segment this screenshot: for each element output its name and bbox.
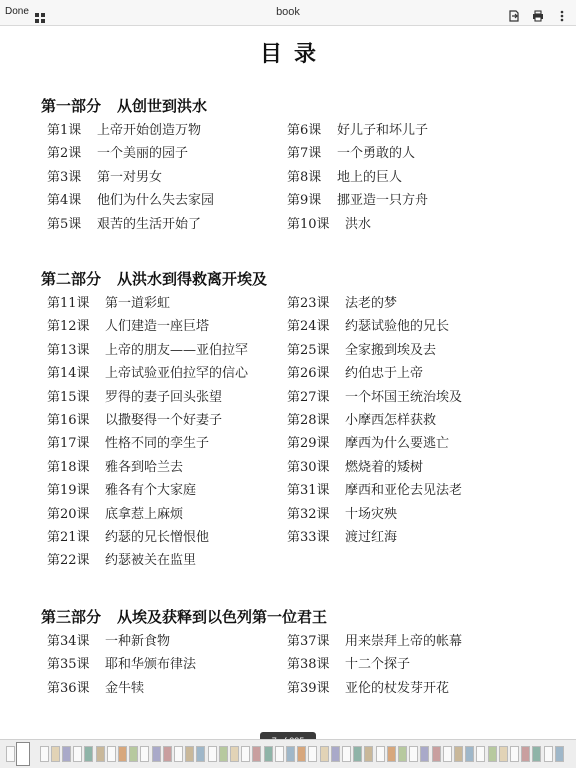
lesson-title: 底拿惹上麻烦 [105,506,184,522]
lesson-title: 挪亚造一只方舟 [337,193,429,209]
lesson-number: 第16课 [47,413,90,428]
page-thumbnail[interactable] [96,746,105,762]
section-title: 从埃及获释到以色列第一位君王 [117,608,328,626]
lesson-title: 洪水 [345,216,372,232]
lesson-title: 以撒娶得一个好妻子 [105,413,223,428]
toc-entry[interactable] [287,364,424,384]
page-thumbnail[interactable] [286,746,295,762]
lesson-number: 第8课 [287,169,322,185]
done-button[interactable]: Done [5,6,29,17]
toc-entry[interactable] [287,505,398,525]
lesson-title: 雅各到哈兰去 [105,459,184,475]
lesson-number: 第13课 [47,342,90,358]
page-thumbnail[interactable] [73,746,82,762]
lesson-title: 燃烧着的矮树 [345,459,424,475]
toc-entry[interactable] [287,388,463,408]
toc-entry[interactable] [47,551,197,571]
lesson-title: 全家搬到埃及去 [345,342,437,358]
lesson-number: 第28课 [287,413,330,428]
toc-entry[interactable] [47,168,163,188]
lesson-title: 艰苦的生活开始了 [97,216,202,232]
page-thumbnail[interactable] [264,746,273,762]
page-thumbnail[interactable] [342,746,351,762]
section-title: 从洪水到得救离开埃及 [117,270,268,288]
page-thumbnail[interactable] [107,746,116,762]
lesson-number: 第38课 [287,657,330,673]
lesson-number: 第20课 [47,506,90,522]
page-thumbnail[interactable] [465,746,474,762]
section-heading [41,95,207,116]
lesson-number: 第24课 [287,319,330,335]
lesson-title: 一种新食物 [105,634,171,649]
lesson-title: 耶和华颁布律法 [105,657,197,673]
grid-view-icon[interactable] [35,8,45,18]
toc-entry[interactable] [47,341,249,361]
page-thumbnail[interactable] [521,746,530,762]
lesson-title: 金牛犊 [105,680,145,696]
toc-entry[interactable] [287,317,450,337]
page-thumbnail[interactable] [376,746,385,762]
page-thumbnail[interactable] [331,746,340,762]
toc-entry[interactable] [47,528,210,548]
toc-entry[interactable] [287,679,450,699]
page-thumbnail[interactable] [454,746,463,762]
lesson-number: 第3课 [47,169,82,185]
lesson-number: 第2课 [47,146,82,162]
toc-entry[interactable] [47,679,145,699]
lesson-title: 一个勇敢的人 [337,146,416,162]
toc-entry[interactable] [47,388,223,408]
lesson-title: 法老的梦 [345,296,398,311]
lesson-title: 一个坏国王统治埃及 [345,389,463,405]
lesson-number: 第27课 [287,389,330,405]
lesson-title: 亚伦的杖发芽开花 [345,680,450,696]
page-thumbnail[interactable] [275,746,284,762]
lesson-number: 第4课 [47,193,82,209]
toc-entry[interactable] [287,481,463,501]
toc-entry[interactable] [287,434,450,454]
page-thumbnail[interactable] [252,746,261,762]
page-thumbnail[interactable] [387,746,396,762]
page-thumbnail[interactable] [129,746,138,762]
page-thumbnail[interactable] [364,746,373,762]
lesson-number: 第18课 [47,459,90,475]
page-thumbnail[interactable] [499,746,508,762]
more-icon[interactable] [556,7,568,19]
section-part: 第二部分 [41,270,102,288]
page-thumbnail[interactable] [297,746,306,762]
page-thumbnail[interactable] [208,746,217,762]
toc-entry[interactable] [47,505,184,525]
page-thumbnail[interactable] [353,746,362,762]
lesson-title: 约瑟被关在监里 [105,553,197,569]
lesson-title: 好儿子和坏儿子 [337,123,429,138]
page-thumbnail[interactable] [420,746,429,762]
page-title: 目录 [259,41,328,67]
lesson-number: 第34课 [47,634,90,649]
toc-entry[interactable] [287,528,398,548]
page-thumbnail[interactable] [510,746,519,762]
lesson-number: 第39课 [287,680,330,696]
lesson-title: 约瑟试验他的兄长 [345,319,450,335]
section-part: 第三部分 [41,608,102,626]
lesson-title: 约伯忠于上帝 [345,366,424,382]
document-page[interactable] [0,27,576,739]
lesson-number: 第32课 [287,506,330,522]
toc-entry[interactable] [287,144,416,164]
lesson-title: 人们建造一座巨塔 [105,319,210,335]
section-heading [41,268,267,289]
lesson-number: 第35课 [47,657,90,673]
lesson-title: 渡过红海 [345,530,398,545]
lesson-number: 第19课 [47,483,90,499]
lesson-title: 约瑟的兄长憎恨他 [105,530,210,545]
lesson-number: 第9课 [287,193,322,209]
lesson-number: 第7课 [287,146,322,162]
page-thumbnail[interactable] [488,746,497,762]
toc-entry[interactable] [47,144,189,164]
toc-entry[interactable] [287,341,437,361]
lesson-number: 第10课 [287,216,330,232]
current-page-thumbnail[interactable] [16,742,30,766]
lesson-title: 第一道彩虹 [105,296,171,311]
toc-entry[interactable] [47,655,197,675]
toc-entry[interactable] [47,364,249,384]
toc-entry[interactable] [47,215,202,235]
toc-entry[interactable] [47,411,223,431]
lesson-title: 第一对男女 [97,169,163,185]
bookmark-icon[interactable] [508,7,520,19]
lesson-title: 地上的巨人 [337,169,403,185]
toc-entry[interactable] [287,458,424,478]
lesson-number: 第12课 [47,319,90,335]
page-thumbnail[interactable] [140,746,149,762]
toc-entry[interactable] [47,434,210,454]
toc-entry[interactable] [287,294,398,314]
page-thumbnail[interactable] [320,746,329,762]
page-thumbnail[interactable] [51,746,60,762]
toc-entry[interactable] [47,481,197,501]
lesson-number: 第25课 [287,342,330,358]
page-thumbnail[interactable] [308,746,317,762]
lesson-title: 罗得的妻子回头张望 [105,389,223,405]
lesson-number: 第5课 [47,216,82,232]
section-part: 第一部分 [41,97,102,115]
section-title: 从创世到洪水 [117,97,208,115]
lesson-title: 上帝试验亚伯拉罕的信心 [105,366,249,382]
lesson-title: 性格不同的孪生子 [105,436,210,452]
lesson-number: 第11课 [47,296,90,311]
lesson-number: 第26课 [287,366,330,382]
page-thumbnail[interactable] [196,746,205,762]
lesson-title: 摩西和亚伦去见法老 [345,483,463,499]
toc-entry[interactable] [287,632,463,652]
lesson-title: 十二个探子 [345,657,411,673]
page-thumbnail[interactable] [174,746,183,762]
toc-entry[interactable] [287,191,429,211]
lesson-title: 雅各有个大家庭 [105,483,197,499]
page-thumbnail[interactable] [555,746,564,762]
top-toolbar [0,0,576,26]
page-thumbnail[interactable] [84,746,93,762]
page-thumbnail[interactable] [185,746,194,762]
toc-entry[interactable] [287,655,411,675]
lesson-number: 第33课 [287,530,330,545]
toc-entry[interactable] [47,458,184,478]
lesson-number: 第36课 [47,680,90,696]
page-thumbnail[interactable] [443,746,452,762]
toc-entry[interactable] [287,121,429,141]
toc-entry[interactable] [287,168,403,188]
page-thumbnail[interactable] [409,746,418,762]
page-thumbnail[interactable] [152,746,161,762]
page-thumbnail[interactable] [40,746,49,762]
lesson-title: 摩西为什么要逃亡 [345,436,450,452]
thumbnail-strip[interactable] [0,739,576,768]
toc-entry[interactable] [47,632,171,652]
lesson-number: 第6课 [287,123,322,138]
page-thumbnail[interactable] [62,746,71,762]
lesson-number: 第23课 [287,296,330,311]
page-thumbnail[interactable] [6,746,15,762]
toc-entry[interactable] [287,215,372,235]
lesson-title: 小摩西怎样获救 [345,413,437,428]
lesson-title: 他们为什么失去家园 [97,193,215,209]
lesson-title: 十场灾殃 [345,506,398,522]
lesson-number: 第37课 [287,634,330,649]
page-thumbnail[interactable] [398,746,407,762]
page-thumbnail[interactable] [432,746,441,762]
lesson-number: 第30课 [287,459,330,475]
toc-entry[interactable] [47,121,202,141]
lesson-title: 上帝的朋友——亚伯拉罕 [105,342,249,358]
lesson-number: 第31课 [287,483,330,499]
lesson-number: 第1课 [47,123,82,138]
page-thumbnail[interactable] [118,746,127,762]
page-thumbnail[interactable] [532,746,541,762]
toc-entry[interactable] [47,191,215,211]
page-thumbnail[interactable] [476,746,485,762]
page-thumbnail[interactable] [230,746,239,762]
toc-entry[interactable] [47,294,171,314]
lesson-title: 上帝开始创造万物 [97,123,202,138]
lesson-title: 一个美丽的园子 [97,146,189,162]
lesson-number: 第14课 [47,366,90,382]
section-heading [41,606,327,627]
toc-entry[interactable] [287,411,437,431]
toc-entry[interactable] [47,317,210,337]
lesson-number: 第21课 [47,530,90,545]
print-icon[interactable] [532,7,544,19]
lesson-number: 第15课 [47,389,90,405]
page-thumbnail[interactable] [544,746,553,762]
page-thumbnail[interactable] [163,746,172,762]
document-title: book [276,6,300,18]
page-thumbnail[interactable] [241,746,250,762]
lesson-number: 第17课 [47,436,90,452]
lesson-title: 用来崇拜上帝的帐幕 [345,634,463,649]
lesson-number: 第29课 [287,436,330,452]
document-title-bar [0,6,576,18]
page-thumbnail[interactable] [219,746,228,762]
lesson-number: 第22课 [47,553,90,569]
